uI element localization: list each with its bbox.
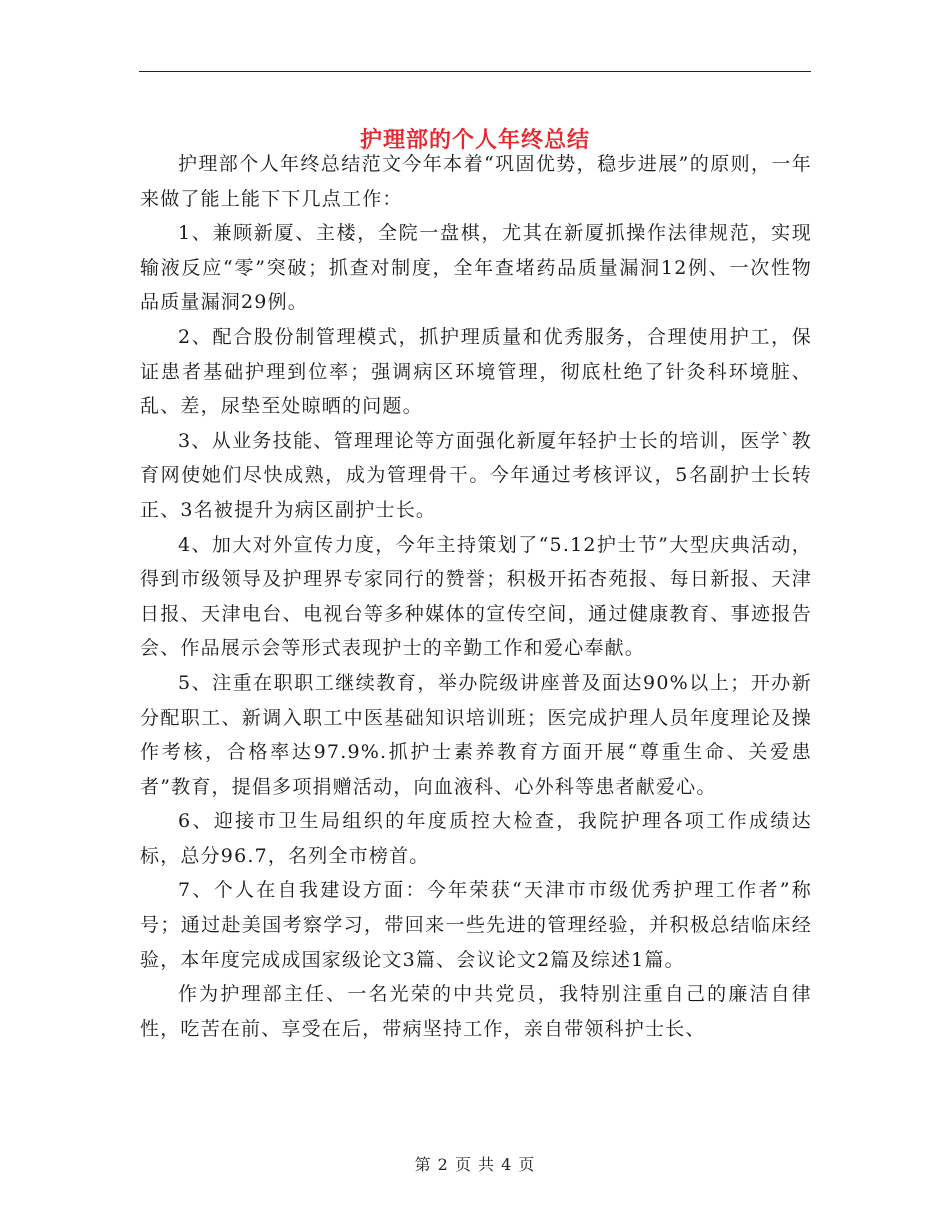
paragraph-item-2: 2、配合股份制管理模式，抓护理质量和优秀服务，合理使用护工，保证患者基础护理到位率；强调病区环境管理，彻底杜绝了针灸科环境脏、乱、差，尿垫至处晾晒的问题。 — [140, 325, 812, 418]
document-body — [140, 147, 812, 1046]
paragraph-item-7: 7、个人在自我建设方面：今年荣获“天津市市级优秀护理工作者”称号；通过赴美国考察学习，带回来一些先进的管理经验，并积极总结临床经验，本年度完成成国家级论文3篇、会议论文2篇及综述1篇。 — [140, 879, 812, 971]
paragraph-intro: 护理部个人年终总结范文今年本着“巩固优势，稳步进展”的原则，一年来做了能上能下下几点工作： — [140, 153, 812, 210]
paragraph-closing: 作为护理部主任、一名光荣的中共党员，我特别注重自己的廉洁自律性，吃苦在前、享受在后，带病坚持工作，亲自带领科护士长、 — [140, 983, 812, 1040]
paragraph-item-4: 4、加大对外宣传力度，今年主持策划了“5.12护士节”大型庆典活动，得到市级领导及护理界专家同行的赞誉；积极开拓杏苑报、每日新报、天津日报、天津电台、电视台等多种媒体的宣传空间，通过健康教育、事迹报告会、作品展示会等形式表现护士的辛勤工作和爱心奉献。 — [140, 533, 812, 660]
paragraph-item-6: 6、迎接市卫生局组织的年度质控大检查，我院护理各项工作成绩达标，总分96.7，名列全市榜首。 — [140, 810, 812, 867]
paragraph-item-1: 1、兼顾新厦、主楼，全院一盘棋，尤其在新厦抓操作法律规范，实现输液反应“零”突破；抓查对制度，全年查堵药品质量漏洞12例、一次性物品质量漏洞29例。 — [140, 222, 812, 314]
document-title: 护理部的个人年终总结 — [359, 126, 590, 153]
paragraph-item-3: 3、从业务技能、管理理论等方面强化新厦年轻护士长的培训，医学`教育网使她们尽快成熟，成为管理骨干。今年通过考核评议，5名副护士长转正、3名被提升为病区副护士长。 — [140, 429, 812, 521]
paragraph-item-5: 5、注重在职职工继续教育，举办院级讲座普及面达90%以上；开办新分配职工、新调入职工中医基础知识培训班；医完成护理人员年度理论及操作考核，合格率达97.9%.抓护士素养教育方面开展“尊重生命、关爱患者”教育，提倡多项捐赠活动，向血液科、心外科等患者献爱心。 — [140, 671, 812, 798]
header-rule — [139, 71, 811, 72]
page-number-footer: 第 2 页 共 4 页 — [414, 1155, 536, 1174]
